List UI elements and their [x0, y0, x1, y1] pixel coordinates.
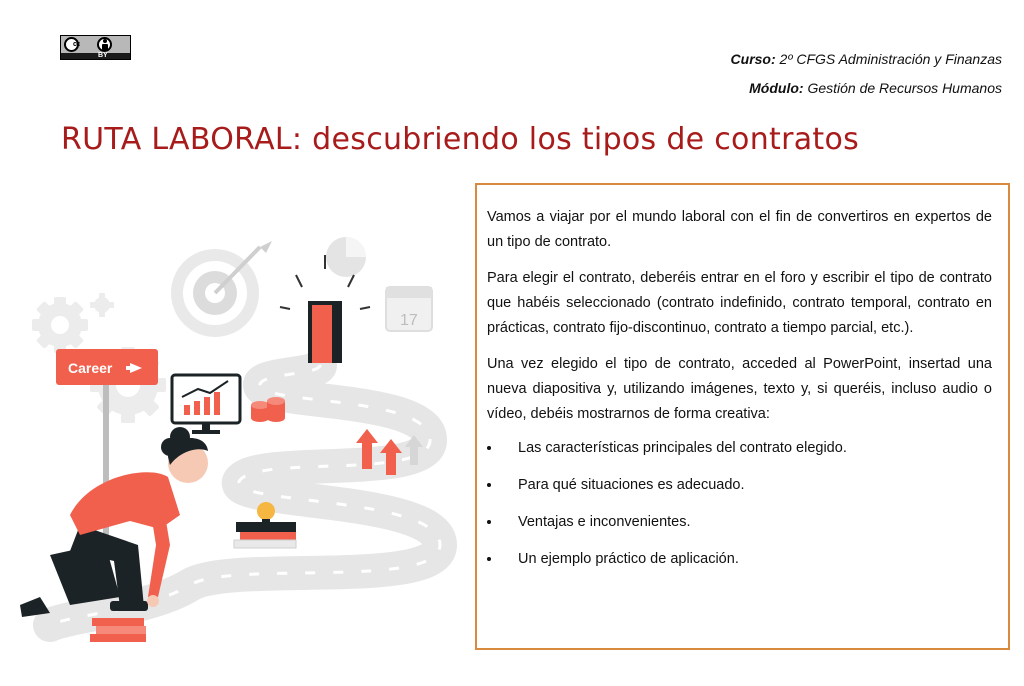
- monitor-chart-icon: [172, 375, 240, 434]
- bullet-icon: [487, 557, 491, 561]
- cc-icon-label: cc: [73, 41, 80, 48]
- bullet-icon: [487, 446, 491, 450]
- page-title: RUTA LABORAL: descubriendo los tipos de contratos: [61, 122, 860, 157]
- module-line: [749, 80, 1002, 96]
- list-item-text: Para qué situaciones es adecuado.: [518, 477, 745, 493]
- calendar-icon: [386, 287, 432, 331]
- books-icon: [90, 618, 146, 642]
- door-icon: [308, 301, 342, 363]
- gear-icon: [32, 297, 88, 353]
- course-line: [731, 51, 1002, 67]
- career-road-illustration: [10, 225, 465, 655]
- module-label: Módulo:: [749, 80, 804, 96]
- module-value: Gestión de Recursos Humanos: [807, 80, 1002, 96]
- career-sign-label: Career: [68, 360, 113, 376]
- gear-icon: [90, 293, 114, 317]
- attribution-body: [102, 44, 108, 50]
- intro-paragraph: Vamos a viajar por el mundo laboral con el fin de convertiros en expertos de un tipo de contrato.: [487, 209, 992, 250]
- cc-by-label: BY: [98, 52, 108, 59]
- list-item: [487, 512, 992, 532]
- list-item-text: Ventajas e inconvenientes.: [518, 514, 691, 530]
- requirements-list: [487, 438, 992, 569]
- forum-paragraph: Para elegir el contrato, deberéis entrar en el foro y escribir el tipo de contrato que habéis seleccionado (contrato indefinido, contrato temporal, contrato en prácticas, contrato fijo-discontinuo, contrato a tiempo parcial, etc.).: [487, 270, 992, 336]
- powerpoint-paragraph: Una vez elegido el tipo de contrato, acceded al PowerPoint, insertad una nueva diapositiva y, utilizando imágenes, texto y, si queréis, incluso audio o vídeo, debéis mostrarnos de forma creativa:: [487, 356, 992, 422]
- list-item: [487, 438, 992, 458]
- list-item: [487, 549, 992, 569]
- course-value: 2º CFGS Administración y Finanzas: [779, 51, 1002, 67]
- illustration-svg: [10, 225, 465, 655]
- bullet-icon: [487, 483, 491, 487]
- calendar-text: 17: [400, 312, 418, 329]
- cc-by-license-badge: [60, 35, 131, 60]
- course-label: Curso:: [730, 51, 776, 67]
- bullet-icon: [487, 520, 491, 524]
- list-item-text: Un ejemplo práctico de aplicación.: [518, 551, 739, 567]
- attribution-head: [103, 39, 107, 43]
- target-icon: [171, 241, 272, 337]
- list-item-text: Las características principales del contrato elegido.: [518, 440, 847, 456]
- list-item: [487, 475, 992, 495]
- pie-chart-icon: [326, 237, 366, 277]
- instructions-box: [475, 183, 1010, 650]
- cc-icon: [64, 37, 79, 52]
